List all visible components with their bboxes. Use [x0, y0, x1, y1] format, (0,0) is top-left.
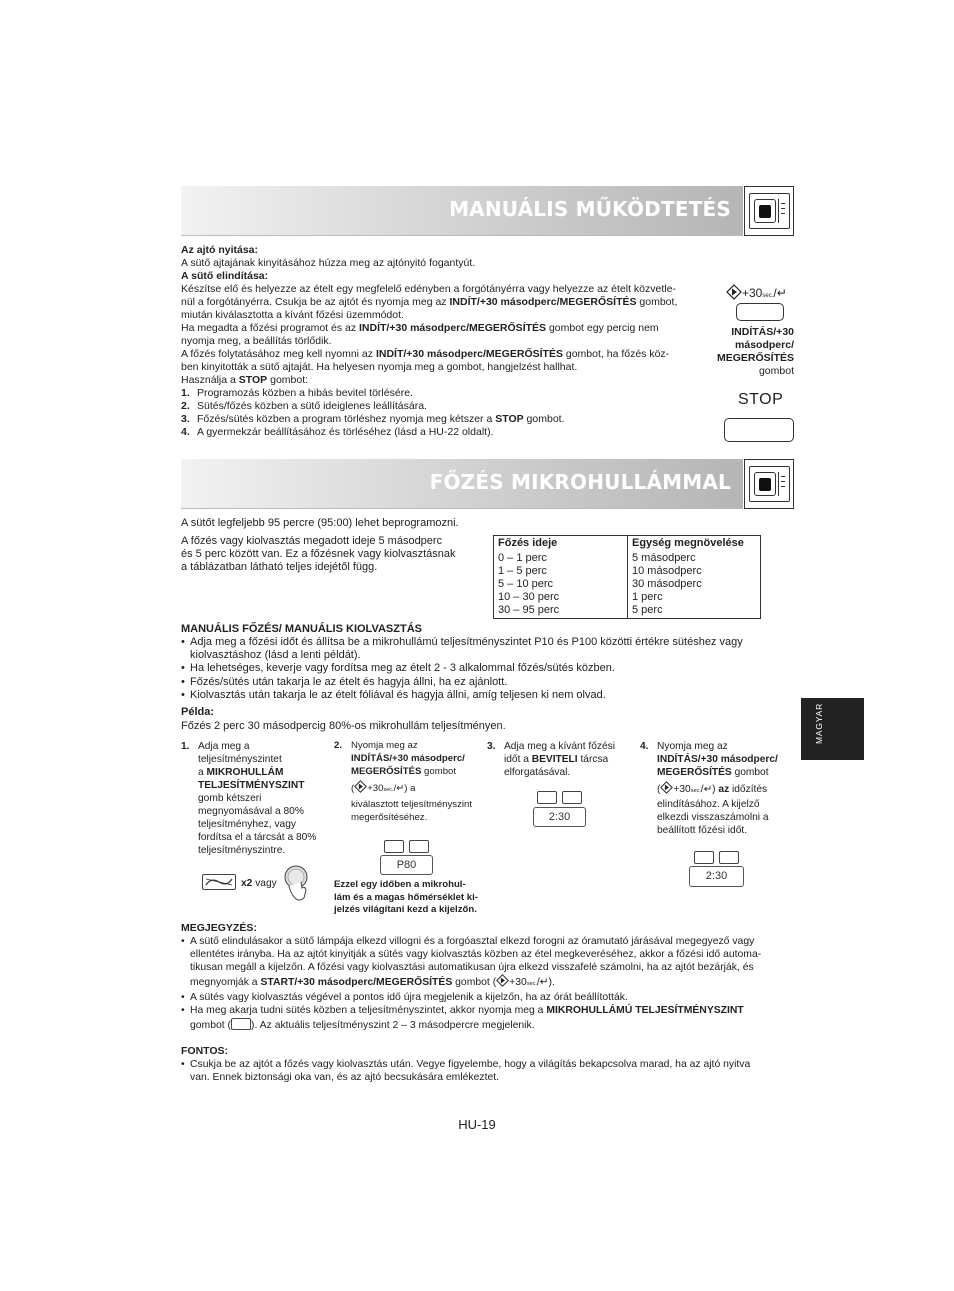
important-heading: FONTOS:: [181, 1045, 229, 1057]
dial-knob-icon: [281, 864, 311, 904]
list-item: • Ha meg akarja tudni sütés közben a teljesítményszintet, akkor nyomja meg a MIKROHULLÁMÚ TELJESÍTMÉNYSZINT gombot ( ). Az aktuális teljesítményszint 2 – 3 másodpercre megjelenik.: [181, 1004, 796, 1031]
table-header-increment: Egység megnövelése: [628, 536, 761, 552]
door-text: A sütő ajtajának kinyitásához húzza meg az ajtónyitó fogantyút.: [181, 257, 476, 269]
table-row: 0 – 1 perc 1 – 5 perc 5 – 10 perc 10 – 30 perc 30 – 95 perc 5 másodperc 10 másodperc 30 másodperc 1 perc 5 perc: [494, 551, 761, 619]
manual-cooking-heading: MANUÁLIS FŐZÉS/ MANUÁLIS KIOLVASZTÁS: [181, 623, 422, 635]
intro-text: A főzés vagy kiolvasztás megadott ideje 5 másodperc és 5 perc között van. Ez a főzésnek vagy kiolvasztásnak a táblázatban látható teljes idejétől függ.: [181, 535, 456, 573]
stop-item-4: 4. A gyermekzár beállításához és törléséhez (lásd a HU-22 oldalt).: [181, 426, 494, 438]
start-button[interactable]: [736, 303, 784, 321]
example-heading: Példa:: [181, 706, 215, 718]
list-item: • A sütő elindulásakor a sütő lámpája elkezd villogni és a forgóasztal elkezd forogni az óramutató járásával megegyező vagy ellentétes irányba. Ha az ajtót kinyitják a sütés vagy kiolvasztás közben az étel megkeveréséhez, akkor a főzési idő automa- tikusan megáll a kijelzőn. A főzési vagy kiolvasztási automatikusan újra elkezd visszafelé számolni, ha az ajtót bezárják, és megnyomják a START/+30 másodperc/MEGERŐSÍTÉS gombot ( +30sec./↵).: [181, 935, 796, 991]
section-title-manual: MANUÁLIS MŰKÖDTETÉS: [449, 197, 731, 221]
display-p80: P80: [380, 855, 433, 875]
note-heading: MEGJEGYZÉS:: [181, 922, 257, 934]
important-list: [181, 1058, 796, 1084]
start-p2-b: nyomja meg, a beállítás törlődik.: [181, 335, 332, 347]
enter-arrow-icon: ↵: [776, 286, 787, 300]
list-item: • Kiolvasztás után takarja le az ételt fóliával és hagyja állni, amíg teljesen ki nem olvad.: [181, 689, 796, 702]
max-time-text: A sütőt legfeljebb 95 percre (95:00) lehet beprogramozni.: [181, 517, 459, 529]
example-text: Főzés 2 perc 30 másodpercig 80%-os mikrohullám teljesítményen.: [181, 720, 506, 732]
stop-item-2: 2. Sütés/főzés közben a sütő ideiglenes leállítására.: [181, 400, 427, 412]
step-3: 3. Adja meg a kívánt főzési időt a BEVITELI tárcsa elforgatásával.: [487, 741, 615, 778]
start-diamond-icon: [496, 974, 509, 987]
start-p1-b: nül a forgótányérra. Csukja be az ajtót és nyomja meg az INDÍT/+30 másodperc/MEGERŐSÍTÉS gombot,: [181, 296, 678, 308]
stop-button-label: STOP: [738, 391, 784, 408]
microwave-power-icon: [202, 874, 236, 890]
list-item: • A sütés vagy kiolvasztás végével a pontos idő újra megjelenik a kijelzőn, ha az órát beállították.: [181, 991, 796, 1004]
high-temp-indicator-icon: [562, 791, 582, 804]
list-item: • Főzés/sütés után takarja le az ételt és hagyja állni, ha ez ajánlott.: [181, 676, 796, 689]
stop-item-1: 1. Programozás közben a hibás bevitel törlésére.: [181, 387, 413, 399]
start-diamond-icon: [354, 780, 367, 793]
start-p1-c: miután kiválasztotta a kívánt főzési üzemmódot.: [181, 309, 404, 321]
section-banner-microwave: [181, 459, 743, 509]
table-header-time: Főzés ideje: [494, 536, 628, 552]
manual-cooking-bullets: [181, 636, 796, 702]
microwave-indicator-icon: [537, 791, 557, 804]
section-title-microwave: FŐZÉS MIKROHULLÁMMAL: [429, 470, 731, 494]
section-banner-manual: [181, 186, 743, 236]
start-button-symbol: +30sec./↵: [726, 284, 798, 301]
start-diamond-icon: [726, 284, 742, 300]
cooking-time-table: [493, 535, 761, 619]
step-4: 4. Nyomja meg az INDÍTÁS/+30 másodperc/ MEGERŐSÍTÉS gombot ( +30sec./↵) az időzítés elindításához. A kijelző elkezdi visszaszámolni a beállított főzési időt.: [640, 741, 778, 836]
start-p1-a: Készítse elő és helyezze az ételt egy megfelelő edényben a forgótányérra vagy helyezze az ételt közvetle-: [181, 283, 676, 295]
page-number: HU-19: [458, 1117, 496, 1132]
display-time: 2:30: [533, 807, 586, 827]
list-item: • Ha lehetséges, keverje vagy fordítsa meg az ételt 2 - 3 alkalommal főzés/sütés közben.: [181, 662, 796, 675]
step-2: 2. Nyomja meg az INDÍTÁS/+30 másodperc/ MEGERŐSÍTÉS gombot ( +30sec./↵) a kiválasztott teljesítményszint megerősítéséhez.: [334, 740, 473, 823]
step-1: 1. Adja meg a teljesítményszintet a MIKROHULLÁM TELJESÍTMÉNYSZINT gomb kétszeri megnyomásával a 80% teljesítményhez, vagy fordítsa el a tárcsát a 80% teljesítményszintre.: [181, 741, 317, 856]
step-2-note: Ezzel egy időben a mikrohul- lám és a magas hőmérséklet ki- jelzés világítani kezd a kijelzőn.: [334, 879, 478, 916]
microwave-indicator-icon: [384, 840, 404, 853]
stop-button[interactable]: [724, 418, 794, 442]
start-diamond-icon: [660, 781, 673, 794]
stop-intro: Használja a STOP gombot:: [181, 374, 309, 386]
list-item: • Csukja be az ajtót a főzés vagy kiolvasztás után. Vegye figyelembe, hogy a világítás bekapcsolva marad, ha az ajtó nyitva van. Ennek biztonsági oka van, és az ajtó becsukására emlékeztet.: [181, 1058, 796, 1084]
microwave-indicator-icon: [694, 851, 714, 864]
oven-icon: [744, 459, 794, 509]
manual-operation-text: [181, 244, 711, 439]
oven-icon: [744, 186, 794, 236]
start-p2: Ha megadta a főzési programot és az INDÍT/+30 másodperc/MEGERŐSÍTÉS gombot egy percig nem: [181, 322, 659, 334]
start-heading: A sütő elindítása:: [181, 270, 269, 282]
x2-label: x2 vagy: [241, 878, 277, 889]
door-heading: Az ajtó nyitása:: [181, 244, 259, 256]
stop-item-3: 3. Főzés/sütés közben a program törléshez nyomja meg kétszer a STOP gombot.: [181, 413, 565, 425]
language-tab: MAGYAR: [801, 698, 864, 760]
notes-list: [181, 935, 796, 1032]
start-p3-b: ben kinyitották a sütő ajtaját. Ha helyesen nyomja meg a gombot, hangjelzést hallhat.: [181, 361, 578, 373]
list-item: • Adja meg a főzési időt és állítsa be a mikrohullámú teljesítményszintet P10 és P100 közötti értékre sütéshez vagy kiolvasztáshoz (lásd a lenti példát).: [181, 636, 796, 662]
microwave-power-icon: [231, 1018, 251, 1030]
high-temp-indicator-icon: [719, 851, 739, 864]
start-button-label: INDÍTÁS/+30 másodperc/ MEGERŐSÍTÉS gombot: [716, 326, 794, 377]
high-temp-indicator-icon: [409, 840, 429, 853]
start-p3: A főzés folytatásához meg kell nyomni az INDÍT/+30 másodperc/MEGERŐSÍTÉS gombot, ha főzés köz-: [181, 348, 670, 360]
display-time: 2:30: [689, 866, 744, 887]
